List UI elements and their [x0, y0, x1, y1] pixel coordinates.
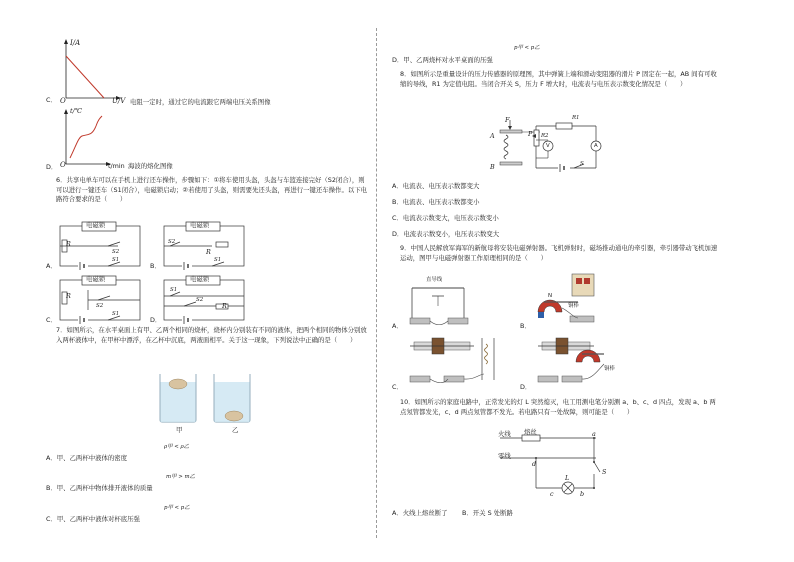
- q10-option-b: B．开关 S 处断路: [462, 509, 513, 517]
- circuit-6d-lock: 电磁锁: [190, 275, 210, 283]
- question-7-text: 7．如图所示，在水平桌面上有甲、乙两个相同的烧杯，烧杯内分别装有不同的液体，把两个相同的物体分别放入两杯液体中，在甲杯中漂浮，在乙杯中沉底，两液面相平。关于这一现象，下列说法中正确的是（ ）: [56, 326, 367, 344]
- q9-fig-a: [404, 278, 474, 330]
- graph-c-origin: O: [60, 97, 66, 105]
- circuit-6a-r: R: [66, 240, 71, 248]
- q10-switch-label: S: [602, 468, 607, 476]
- q10-lamp-label: L: [565, 474, 570, 482]
- q9-option-b: B．: [520, 322, 531, 330]
- circuit-6d-s1: S1: [170, 287, 178, 293]
- pressure-sensor-circuit: [496, 118, 606, 174]
- graph-c-ylabel: I/A: [70, 39, 81, 47]
- q8-option-d: D．电流表示数变小，电压表示数变大: [392, 230, 500, 238]
- circuit-6d-r: R: [222, 302, 227, 310]
- circuit-6a-s2: S2: [112, 249, 120, 255]
- q8-option-c: C．电流表示数变大，电压表示数变小: [392, 214, 499, 222]
- circuit-6c-option: C．: [46, 316, 57, 324]
- circuit-6a-s1: S1: [112, 257, 120, 263]
- q10-neutral-label: 零线: [498, 452, 511, 460]
- q10-point-b: b: [580, 490, 585, 498]
- graph-c-caption: 电阻一定时，通过它的电流跟它两端电压关系图像: [130, 98, 271, 106]
- circuit-6b-s1: S1: [214, 257, 222, 263]
- question-8-text: 8．如图所示是重量设计的压力传感器的原理图，其中弹簧上端和滑动变阻器的滑片 P 固定在一起，AB 间有可收缩的导线，R1 为定值电阻。当闭合开关 S，压力 F 增大时，电流表与电压表示数变化情况是（ ）: [400, 70, 717, 88]
- circuit-6b-lock: 电磁锁: [190, 221, 210, 229]
- graph-d-xlabel: t/min: [108, 162, 125, 170]
- q8-label-b: B: [490, 163, 495, 171]
- q7-option-c-frac: p甲 < p乙: [164, 505, 190, 511]
- q9-fig-c: [404, 334, 508, 390]
- circuit-6c-s1: S1: [112, 311, 120, 317]
- q9-wire-label: 直导线: [426, 277, 443, 283]
- q9-option-c: C．: [392, 383, 403, 391]
- q8-option-b: B．电流表、电压表示数都变小: [392, 198, 480, 206]
- q8-label-v: V: [546, 143, 550, 149]
- q7-option-d-frac: p甲 < p乙: [514, 45, 540, 51]
- column-divider: [376, 28, 377, 538]
- beaker-a-label: 甲: [176, 426, 183, 434]
- graph-d-caption: 海波的熔化图像: [128, 162, 173, 170]
- q10-point-c: c: [550, 490, 554, 498]
- q10-point-a: a: [592, 430, 596, 438]
- circuit-6d-s2: S2: [196, 297, 204, 303]
- graph-c-option: C．: [46, 96, 57, 104]
- question-9-text: 9．中国人民解放军海军的新航母将安装电磁弹射器。飞机弹射时，磁场推动通电的牵引器，牵引器带动飞机加速运动，图甲与电磁弹射器工作原理相同的是（ ）: [400, 244, 718, 262]
- q9-rod-label-b: 铜棒: [568, 303, 579, 309]
- q7-option-a-frac: ρ甲 < ρ乙: [164, 444, 190, 450]
- q10-live-label: 火线: [498, 430, 511, 438]
- q8-label-a: A: [490, 132, 495, 140]
- q9-option-a: A．: [392, 322, 403, 330]
- circuit-6b-s2: S2: [168, 239, 176, 245]
- circuit-6c-r: R: [66, 292, 71, 300]
- q7-option-b: B．甲、乙两杯中物体排开液体的质量: [46, 484, 153, 492]
- q9-fig-b: [530, 272, 604, 330]
- circuit-6c-lock: 电磁锁: [86, 275, 106, 283]
- q10-fuse-label: 熔丝: [524, 428, 537, 436]
- q10-option-a: A．火线上熔丝断了: [392, 509, 448, 517]
- graph-d-option: D．: [46, 163, 58, 171]
- q8-label-ammeter: A: [594, 143, 598, 149]
- q7-option-b-frac: m甲 > m乙: [166, 474, 195, 480]
- graph-d-plot: [58, 108, 118, 166]
- q8-label-r1: R1: [572, 115, 580, 121]
- q9-fig-d: [532, 334, 616, 390]
- circuit-6a-lock: 电磁锁: [86, 221, 106, 229]
- graph-d-origin: O: [60, 161, 66, 169]
- circuit-6b-r: R: [206, 248, 211, 256]
- q8-label-p: P: [528, 130, 533, 138]
- question-10-text: 10．如图所示的家庭电路中，正常发光的灯 L 突然熄灭，电工用测电笔分别测 a、b、c、d 四点，发现 a、b 两点氖管都发光，c、d 两点氖管都不发光。若电路只有一处故障，则可能是（ ）: [400, 398, 716, 416]
- question-6-text: 6．共享电单车可以在手机上进行还车操作，步骤如下：①将车使用头盔，头盔与车篮连接完好（S2闭合），则可以进行一键还车（S1闭合），电磁锁启动；②若使用了头盔，则需要先还头盔，再进行一键还车操作。以下电路符合要求的是（ ）: [56, 176, 368, 204]
- beakers-figure: [156, 372, 256, 424]
- circuit-6a-option: A．: [46, 262, 57, 270]
- q8-option-a: A．电流表、电压表示数都变大: [392, 182, 480, 190]
- q8-label-s: S: [580, 161, 584, 167]
- graph-c-xlabel: U/V: [112, 97, 126, 105]
- graph-d-ylabel: t/℃: [70, 107, 83, 115]
- graph-c-plot: [58, 38, 118, 100]
- beaker-b-label: 乙: [232, 426, 239, 434]
- q9-n-label: N: [548, 293, 553, 299]
- q9-rod-label-d: 铜棒: [604, 366, 615, 372]
- q7-option-a: A．甲、乙两杯中液体的密度: [46, 454, 128, 462]
- q9-option-d: D．: [520, 383, 532, 391]
- q8-label-f: F: [505, 116, 510, 124]
- circuit-6d-option: D．: [150, 316, 162, 324]
- q7-option-c: C．甲、乙两杯中液体对杯底压强: [46, 515, 140, 523]
- circuit-6b-option: B．: [150, 262, 161, 270]
- circuit-6c-s2: S2: [96, 303, 104, 309]
- q8-label-r2: R2: [541, 133, 549, 139]
- q7-option-d: D．甲、乙两烧杯对水平桌面的压强: [392, 56, 493, 64]
- q10-point-d: d: [532, 460, 537, 468]
